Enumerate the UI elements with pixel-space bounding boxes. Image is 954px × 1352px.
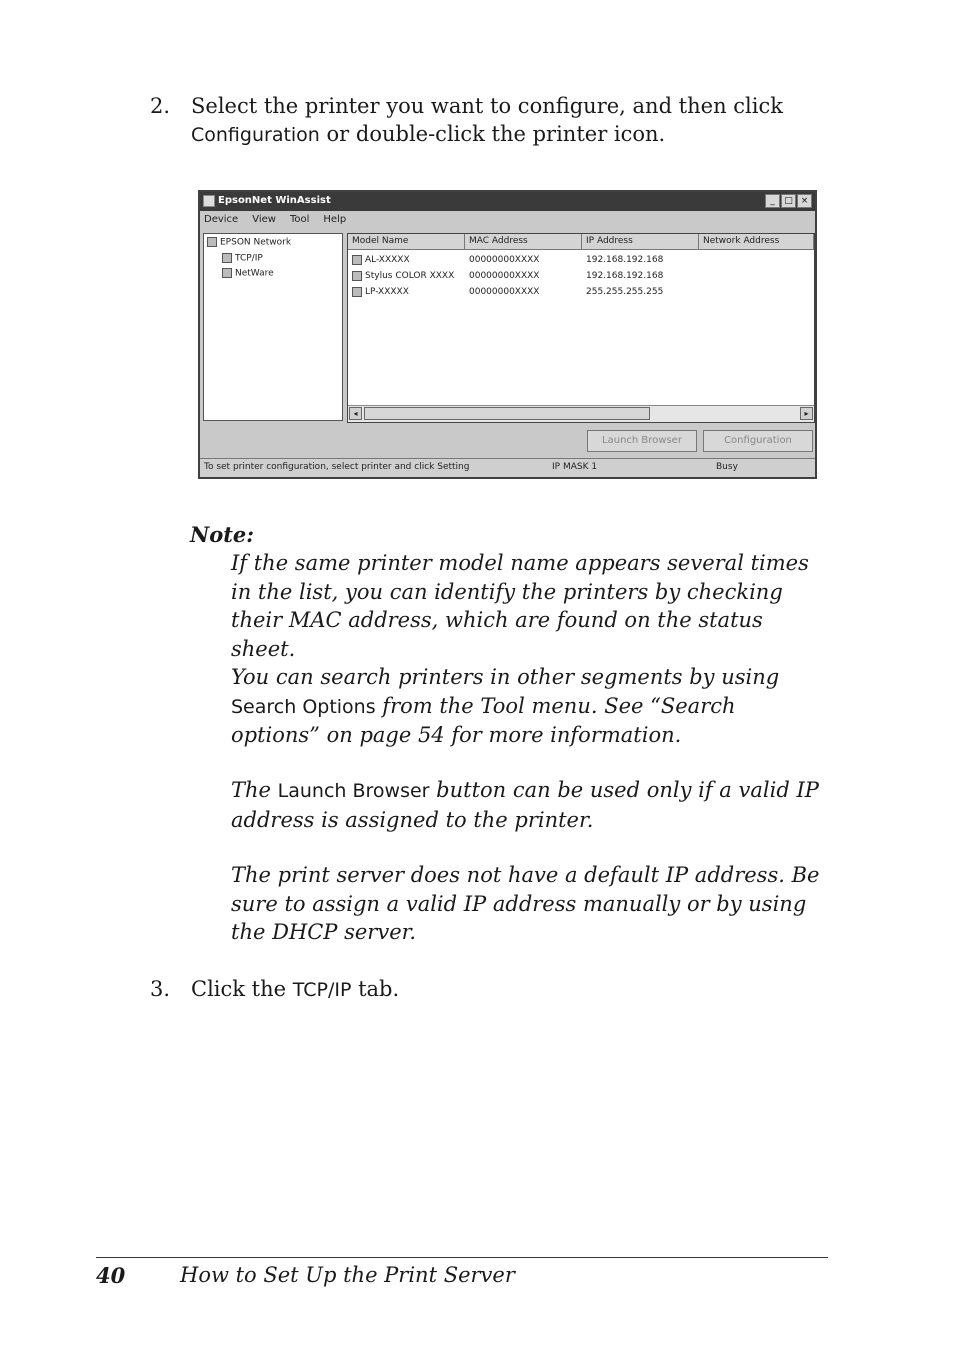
cell-model: LP-XXXXX	[348, 284, 465, 300]
note-text: You can search printers in other segments by using	[231, 665, 780, 689]
tree-root[interactable]	[207, 237, 291, 248]
window-title: EpsonNet WinAssist	[218, 195, 331, 206]
note-text: The	[231, 778, 278, 802]
title-bar	[200, 192, 815, 211]
tree-item-tcpip[interactable]	[222, 253, 263, 264]
status-bar	[200, 458, 815, 477]
table-row[interactable]	[348, 252, 814, 268]
cell-model: Stylus COLOR XXXX	[348, 268, 465, 284]
window-controls	[765, 194, 812, 208]
step-number: 3.	[150, 977, 171, 1001]
column-network-address[interactable]: Network Address	[699, 234, 814, 250]
cell-network	[699, 268, 814, 284]
tree-item-netware[interactable]	[222, 268, 274, 279]
list-header	[348, 234, 814, 250]
app-window-screenshot	[198, 190, 817, 479]
horizontal-scrollbar[interactable]	[348, 405, 814, 422]
network-icon	[207, 237, 217, 247]
table-row[interactable]	[348, 284, 814, 300]
step-text-part: or double-click the printer icon.	[319, 122, 666, 146]
note-heading: Note:	[190, 522, 255, 547]
table-row[interactable]	[348, 268, 814, 284]
cell-mac: 00000000XXXX	[469, 287, 540, 297]
tree-root-label: EPSON Network	[220, 237, 292, 248]
running-footer-title: How to Set Up the Print Server	[180, 1263, 515, 1287]
cell-model: AL-XXXXX	[348, 252, 465, 268]
maximize-button[interactable]: □	[781, 194, 796, 208]
page-number: 40	[96, 1263, 126, 1288]
note-paragraph-3	[231, 776, 831, 834]
network-tree	[203, 233, 343, 421]
menu-device[interactable]: Device	[204, 214, 239, 225]
step-text-part: tab.	[351, 977, 400, 1001]
column-mac-address[interactable]: MAC Address	[465, 234, 582, 250]
minimize-button[interactable]: _	[765, 194, 780, 208]
scroll-right-icon[interactable]: ▸	[800, 407, 813, 420]
note-text: button can be used only if a valid IP address is assigned to the printer.	[231, 778, 819, 832]
step-number: 2.	[150, 94, 171, 118]
protocol-icon	[222, 253, 232, 263]
step-text-part: Select the printer you want to configure, and then click	[191, 94, 783, 118]
cell-ip: 192.168.192.168	[586, 255, 664, 265]
ui-term-configuration: Configuration	[191, 124, 320, 146]
status-state: Busy	[716, 462, 738, 472]
launch-browser-button[interactable]: Launch Browser	[587, 430, 697, 452]
cell-network	[699, 284, 814, 300]
protocol-icon	[222, 268, 232, 278]
close-button[interactable]: ×	[797, 194, 812, 208]
ui-term-tcpip: TCP/IP	[292, 979, 352, 1001]
tree-item-label: TCP/IP	[235, 253, 263, 264]
status-mask: IP MASK 1	[552, 462, 598, 472]
step-text	[191, 975, 831, 1004]
printer-icon	[352, 287, 362, 297]
menu-bar	[204, 214, 346, 228]
menu-view[interactable]: View	[252, 214, 276, 225]
cell-ip: 255.255.255.255	[586, 287, 664, 297]
note-paragraph-1: If the same printer model name appears several times in the list, you can identify the printers by checking their MAC address, which are found on the status sheet.	[231, 551, 809, 661]
cell-mac: 00000000XXXX	[469, 271, 540, 281]
column-model-name[interactable]: Model Name	[348, 234, 465, 250]
note-paragraph-2	[231, 663, 831, 750]
cell-mac: 00000000XXXX	[469, 255, 540, 265]
printer-list	[347, 233, 815, 423]
app-icon	[203, 195, 215, 207]
menu-help[interactable]: Help	[323, 214, 347, 225]
scroll-thumb[interactable]	[364, 407, 650, 420]
cell-network	[699, 252, 814, 268]
ui-term-search-options: Search Options	[231, 695, 376, 718]
printer-icon	[352, 271, 362, 281]
ui-term-launch-browser: Launch Browser	[277, 780, 430, 802]
footer-rule	[96, 1257, 828, 1258]
note-text: from the Tool menu. See “Search options” on page 54 for more information.	[231, 693, 736, 747]
status-text: To set printer configuration, select printer and click Setting	[204, 462, 470, 472]
note-paragraph-4: The print server does not have a default IP address. Be sure to assign a valid IP address manually or by using the DHCP server.	[231, 863, 820, 944]
step-text	[191, 92, 831, 149]
step-text-part: Click the	[191, 977, 293, 1001]
tree-item-label: NetWare	[235, 268, 274, 279]
menu-tool[interactable]: Tool	[289, 214, 310, 225]
column-ip-address[interactable]: IP Address	[582, 234, 699, 250]
scroll-left-icon[interactable]: ◂	[349, 407, 362, 420]
configuration-button[interactable]: Configuration	[703, 430, 813, 452]
printer-icon	[352, 255, 362, 265]
cell-ip: 192.168.192.168	[586, 271, 664, 281]
